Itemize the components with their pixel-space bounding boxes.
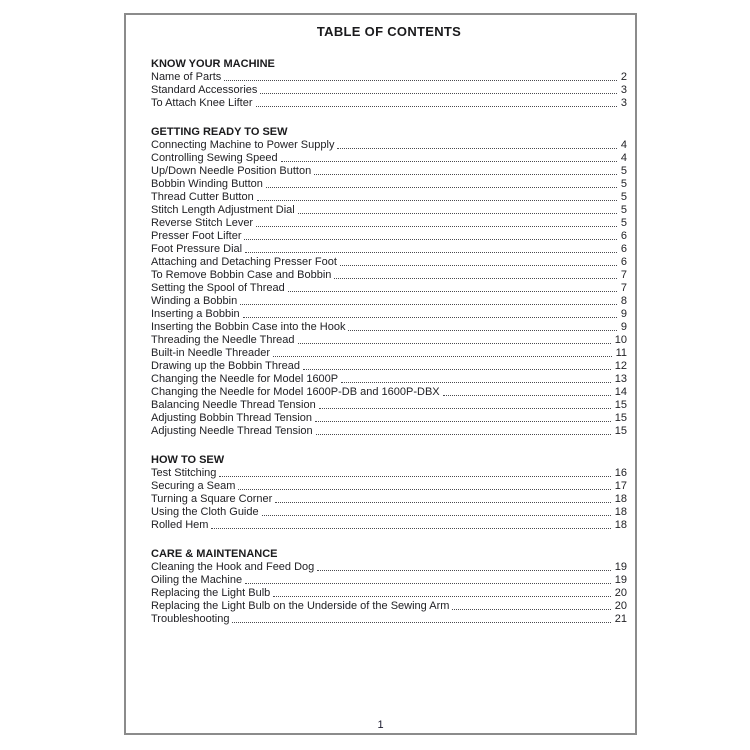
dotted-leader	[452, 609, 610, 610]
dotted-leader	[260, 93, 616, 94]
entry-label: Balancing Needle Thread Tension	[151, 399, 316, 411]
toc-entry	[151, 269, 627, 282]
toc-sections	[151, 58, 627, 626]
dotted-leader	[314, 174, 617, 175]
toc-entry	[151, 561, 627, 574]
toc-entry	[151, 480, 627, 493]
entry-label: Adjusting Bobbin Thread Tension	[151, 412, 313, 424]
dotted-leader	[273, 596, 611, 597]
toc-entry	[151, 84, 627, 97]
entry-label: Changing the Needle for Model 1600P	[151, 373, 339, 385]
entry-page-number: 4	[620, 152, 627, 164]
dotted-leader	[211, 528, 610, 529]
entry-label: Inserting the Bobbin Case into the Hook	[151, 321, 346, 333]
entry-page-number: 13	[614, 373, 627, 385]
toc-entry	[151, 519, 627, 532]
entry-page-number: 21	[614, 613, 627, 625]
entry-page-number: 3	[620, 84, 627, 96]
dotted-leader	[341, 382, 611, 383]
entry-label: Using the Cloth Guide	[151, 506, 259, 518]
entry-page-number: 2	[620, 71, 627, 83]
entry-page-number: 20	[614, 587, 627, 599]
toc-entry	[151, 600, 627, 613]
dotted-leader	[232, 622, 610, 623]
entry-label: Changing the Needle for Model 1600P-DB and 1600P-DBX	[151, 386, 440, 398]
entry-page-number: 10	[614, 334, 627, 346]
toc-entry	[151, 467, 627, 480]
entry-page-number: 9	[620, 308, 627, 320]
manual-page-sheet	[124, 13, 637, 735]
entry-label: Troubleshooting	[151, 613, 230, 625]
entry-page-number: 5	[620, 191, 627, 203]
toc-entry	[151, 165, 627, 178]
entry-label: To Attach Knee Lifter	[151, 97, 253, 109]
dotted-leader	[315, 421, 611, 422]
toc-entry	[151, 282, 627, 295]
section-heading: KNOW YOUR MACHINE	[151, 58, 275, 70]
dotted-leader	[238, 489, 610, 490]
entry-page-number: 11	[615, 347, 627, 359]
entry-label: Winding a Bobbin	[151, 295, 238, 307]
entry-page-number: 5	[620, 178, 627, 190]
dotted-leader	[243, 317, 617, 318]
dotted-leader	[262, 515, 611, 516]
dotted-leader	[257, 200, 617, 201]
entry-page-number: 17	[614, 480, 627, 492]
entry-page-number: 18	[614, 493, 627, 505]
entry-label: Foot Pressure Dial	[151, 243, 243, 255]
dotted-leader	[316, 434, 611, 435]
entry-label: Thread Cutter Button	[151, 191, 254, 203]
entry-page-number: 19	[614, 561, 627, 573]
entry-page-number: 5	[620, 217, 627, 229]
entry-page-number: 6	[620, 256, 627, 268]
entry-page-number: 3	[620, 97, 627, 109]
entry-label: Adjusting Needle Thread Tension	[151, 425, 313, 437]
entry-label: Securing a Seam	[151, 480, 236, 492]
toc-section	[151, 126, 627, 438]
entry-page-number: 6	[620, 243, 627, 255]
toc-entry	[151, 334, 627, 347]
entry-label: To Remove Bobbin Case and Bobbin	[151, 269, 332, 281]
dotted-leader	[443, 395, 611, 396]
dotted-leader	[298, 213, 617, 214]
dotted-leader	[266, 187, 617, 188]
toc-entry	[151, 360, 627, 373]
entry-label: Name of Parts	[151, 71, 222, 83]
entry-label: Replacing the Light Bulb	[151, 587, 271, 599]
dotted-leader	[224, 80, 617, 81]
entry-label: Connecting Machine to Power Supply	[151, 139, 335, 151]
entry-page-number: 15	[614, 399, 627, 411]
entry-page-number: 6	[620, 230, 627, 242]
dotted-leader	[219, 476, 610, 477]
page-title: TABLE OF CONTENTS	[316, 24, 462, 39]
dotted-leader	[334, 278, 616, 279]
toc-entry	[151, 425, 627, 438]
entry-label: Up/Down Needle Position Button	[151, 165, 312, 177]
dotted-leader	[337, 148, 616, 149]
entry-label: Bobbin Winding Button	[151, 178, 263, 190]
entry-label: Cleaning the Hook and Feed Dog	[151, 561, 315, 573]
entry-label: Controlling Sewing Speed	[151, 152, 278, 164]
section-heading: GETTING READY TO SEW	[151, 126, 288, 138]
dotted-leader	[348, 330, 616, 331]
toc-entry	[151, 412, 627, 425]
dotted-leader	[281, 161, 617, 162]
toc-entry	[151, 347, 627, 360]
entry-page-number: 14	[614, 386, 627, 398]
section-heading: CARE & MAINTENANCE	[151, 548, 278, 560]
dotted-leader	[245, 252, 617, 253]
dotted-leader	[303, 369, 611, 370]
dotted-leader	[317, 570, 610, 571]
entry-label: Rolled Hem	[151, 519, 209, 531]
dotted-leader	[340, 265, 617, 266]
entry-page-number: 15	[614, 412, 627, 424]
dotted-leader	[298, 343, 611, 344]
entry-label: Standard Accessories	[151, 84, 258, 96]
dotted-leader	[273, 356, 612, 357]
toc-entry	[151, 373, 627, 386]
toc-entry	[151, 321, 627, 334]
entry-page-number: 9	[620, 321, 627, 333]
entry-label: Built-in Needle Threader	[151, 347, 271, 359]
entry-label: Threading the Needle Thread	[151, 334, 295, 346]
toc-entry	[151, 97, 627, 110]
entry-page-number: 5	[620, 165, 627, 177]
toc-entry	[151, 587, 627, 600]
entry-page-number: 12	[614, 360, 627, 372]
toc-entry	[151, 204, 627, 217]
entry-page-number: 18	[614, 519, 627, 531]
dotted-leader	[256, 106, 617, 107]
entry-page-number: 7	[620, 282, 627, 294]
dotted-leader	[288, 291, 617, 292]
dotted-leader	[319, 408, 611, 409]
dotted-leader	[275, 502, 610, 503]
entry-label: Setting the Spool of Thread	[151, 282, 285, 294]
footer-page-number: 1	[377, 719, 384, 731]
toc-entry	[151, 152, 627, 165]
entry-page-number: 7	[620, 269, 627, 281]
dotted-leader	[244, 239, 616, 240]
toc-entry	[151, 191, 627, 204]
toc-section	[151, 454, 627, 532]
dotted-leader	[256, 226, 617, 227]
toc-entry	[151, 493, 627, 506]
entry-label: Inserting a Bobbin	[151, 308, 240, 320]
toc-entry	[151, 243, 627, 256]
toc-entry	[151, 399, 627, 412]
toc-entry	[151, 386, 627, 399]
entry-page-number: 18	[614, 506, 627, 518]
toc-entry	[151, 613, 627, 626]
toc-entry	[151, 574, 627, 587]
toc-section	[151, 548, 627, 626]
toc-entry	[151, 295, 627, 308]
entry-label: Attaching and Detaching Presser Foot	[151, 256, 337, 268]
entry-page-number: 15	[614, 425, 627, 437]
toc-entry	[151, 178, 627, 191]
entry-label: Replacing the Light Bulb on the Underside of the Sewing Arm	[151, 600, 450, 612]
entry-label: Presser Foot Lifter	[151, 230, 242, 242]
entry-label: Oiling the Machine	[151, 574, 243, 586]
entry-label: Reverse Stitch Lever	[151, 217, 254, 229]
toc-entry	[151, 308, 627, 321]
entry-label: Drawing up the Bobbin Thread	[151, 360, 301, 372]
toc-entry	[151, 506, 627, 519]
section-heading: HOW TO SEW	[151, 454, 225, 466]
toc-entry	[151, 256, 627, 269]
entry-page-number: 5	[620, 204, 627, 216]
dotted-leader	[245, 583, 611, 584]
entry-page-number: 8	[620, 295, 627, 307]
entry-label: Stitch Length Adjustment Dial	[151, 204, 295, 216]
entry-page-number: 4	[620, 139, 627, 151]
toc-entry	[151, 139, 627, 152]
entry-label: Turning a Square Corner	[151, 493, 273, 505]
toc-entry	[151, 71, 627, 84]
dotted-leader	[240, 304, 617, 305]
entry-page-number: 16	[614, 467, 627, 479]
toc-entry	[151, 230, 627, 243]
entry-page-number: 20	[614, 600, 627, 612]
entry-page-number: 19	[614, 574, 627, 586]
entry-label: Test Stitching	[151, 467, 217, 479]
toc-entry	[151, 217, 627, 230]
toc-section	[151, 58, 627, 110]
